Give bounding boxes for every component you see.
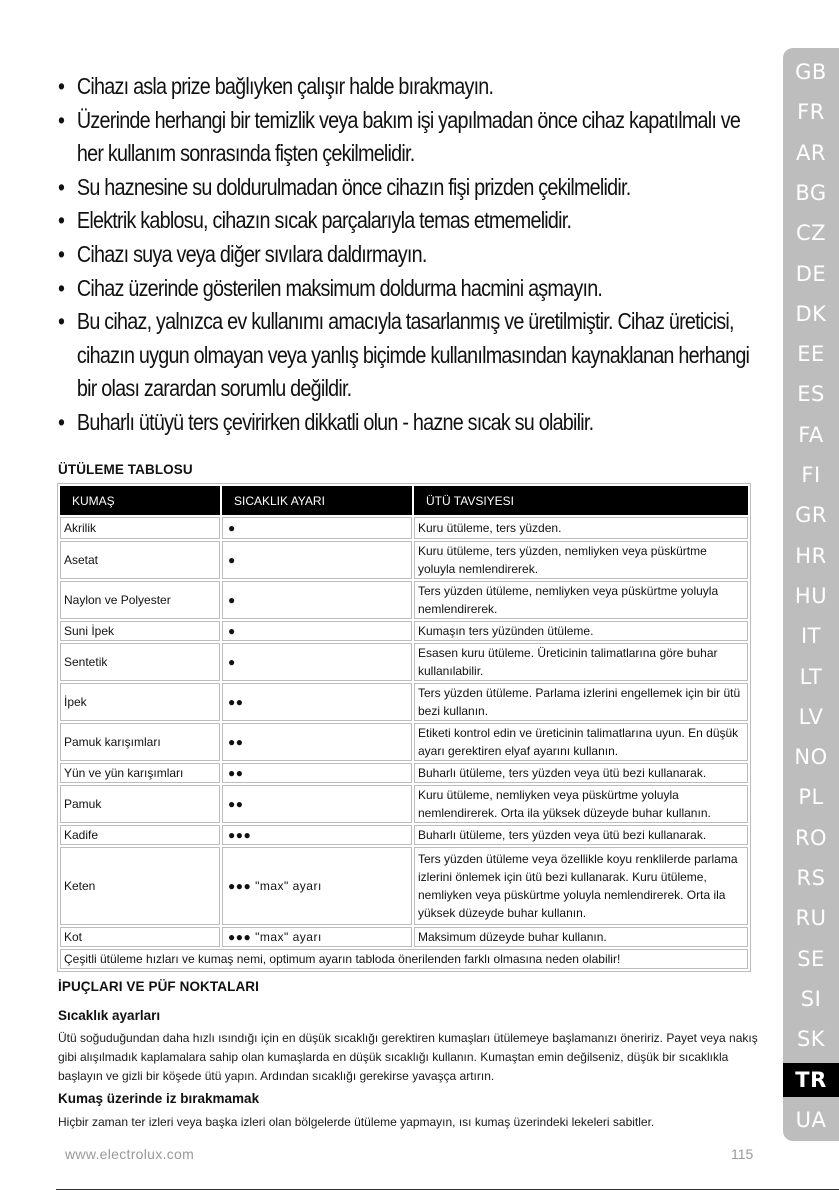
language-tab-dk[interactable]: DK <box>795 301 827 326</box>
fabric-cell: Akrilik <box>59 516 221 540</box>
safety-bullet: • Buharlı ütüyü ters çevirirken dikkatli olun - hazne sıcak su olabilir. <box>58 406 761 440</box>
heat-settings-text: Ütü soğuduğundan daha hızlı ısındığı için en düşük sıcaklığı gerektiren kumaşları ütülemeye başlamanızı öneririz. Payet veya nakış gibi alışılmadık kaplamalara sahip olan kumaşlarda en düşük sıcaklığı kullanın. Kumaştan emin değilseniz, düşük bir sıcaklıkla başlayın ve gizli bir köşede ütü yapın. Ardından sıcaklığı gerekirse yavaşça artırın. <box>58 1031 758 1083</box>
temperature-cell: ●●● "max" ayarı <box>221 846 413 926</box>
language-tab-hr[interactable]: HR <box>795 543 827 568</box>
fabric-cell: Sentetik <box>59 642 221 682</box>
fabric-cell: Kadife <box>59 824 221 846</box>
language-tab-es[interactable]: ES <box>797 382 825 407</box>
safety-bullet: • Elektrik kablosu, cihazın sıcak parçalarıyla temas etmemelidir. <box>58 204 761 238</box>
header-advice: ÜTÜ TAVSIYESI <box>413 485 749 516</box>
language-tab-no[interactable]: NO <box>794 745 828 770</box>
temperature-cell: ● <box>221 580 413 620</box>
language-tab-it[interactable]: IT <box>800 624 822 649</box>
language-tab-tr[interactable]: TR <box>783 1063 839 1097</box>
advice-cell: Maksimum düzeyde buhar kullanın. <box>413 926 749 948</box>
temperature-cell: ●●● <box>221 824 413 846</box>
table-row <box>59 516 749 540</box>
table-body <box>59 516 749 970</box>
table-row <box>59 620 749 642</box>
temperature-cell: ●●● "max" ayarı <box>221 926 413 948</box>
ironing-table-title: ÜTÜLEME TABLOSU <box>58 462 193 477</box>
language-tab-de[interactable]: DE <box>795 261 827 286</box>
fabric-cell: Yün ve yün karışımları <box>59 762 221 784</box>
fabric-cell: Asetat <box>59 540 221 580</box>
safety-bullet: • Cihazı asla prize bağlıyken çalışır halde bırakmayın. <box>58 70 761 104</box>
fabric-cell: İpek <box>59 682 221 722</box>
fabric-cell: Pamuk karışımları <box>59 722 221 762</box>
language-tab-rs[interactable]: RS <box>796 866 826 890</box>
temperature-cell: ●● <box>221 762 413 784</box>
safety-bullet: • Üzerinde herhangi bir temizlik veya bakım işi yapılmadan önce cihaz kapatılmalı ve her kullanım sonrasında fişten çekilmelidir. <box>58 104 761 171</box>
bullet-list <box>58 70 763 440</box>
temperature-cell: ●● <box>221 722 413 762</box>
table-row <box>59 784 749 824</box>
safety-bullet: • Cihaz üzerinde gösterilen maksimum doldurma hacmini aşmayın. <box>58 272 761 306</box>
table-header-row <box>59 485 749 516</box>
advice-cell: Kuru ütüleme, ters yüzden. <box>413 516 749 540</box>
footer-divider <box>56 1189 839 1190</box>
advice-cell: Ters yüzden ütüleme, nemliyken veya püskürtme yoluyla nemlendirerek. <box>413 580 749 620</box>
footer-url: www.electrolux.com <box>65 1146 195 1162</box>
advice-cell: Ters yüzden ütüleme. Parlama izlerini engellemek için bir ütü bezi kullanın. <box>413 682 749 722</box>
table-row <box>59 722 749 762</box>
language-tab-se[interactable]: SE <box>797 946 825 971</box>
language-tab-ua[interactable]: UA <box>795 1107 827 1132</box>
ironing-table <box>58 484 750 971</box>
table-row <box>59 824 749 846</box>
language-tab-gb[interactable]: GB <box>795 60 827 84</box>
advice-cell: Kumaşın ters yüzünden ütüleme. <box>413 620 749 642</box>
advice-cell: Ters yüzden ütüleme veya özellikle koyu renklilerde parlama izlerini önlemek için ütü bezi kullanarak. Kuru ütüleme, nemliyken veya püskürtme yoluyla nemlendirerek. Orta ila yüksek düzeyde buhar kullanın. <box>413 846 749 926</box>
heat-settings-title: Sıcaklık ayarları <box>58 1008 161 1023</box>
temperature-cell: ● <box>221 620 413 642</box>
advice-cell: Etiketi kontrol edin ve üreticinin talimatlarına uyun. En düşük ayarı gerektiren elyaf ayarını kullanın. <box>413 722 749 762</box>
table-row <box>59 540 749 580</box>
temperature-cell: ●● <box>221 784 413 824</box>
safety-bullet: • Su haznesine su doldurulmadan önce cihazın fişi prizden çekilmelidir. <box>58 171 761 205</box>
fabric-cell: Pamuk <box>59 784 221 824</box>
language-tab-fi[interactable]: FI <box>801 463 821 487</box>
table-row <box>59 642 749 682</box>
temperature-cell: ● <box>221 516 413 540</box>
advice-cell: Buharlı ütüleme, ters yüzden veya ütü bezi kullanarak. <box>413 762 749 784</box>
table-row <box>59 580 749 620</box>
tips-title: İPUÇLARI VE PÜF NOKTALARI <box>58 979 259 994</box>
language-tab-lt[interactable]: LT <box>799 664 823 689</box>
fabric-cell: Suni İpek <box>59 620 221 642</box>
advice-cell: Kuru ütüleme, nemliyken veya püskürtme yoluyla nemlendirerek. Orta ila yüksek düzeyde buhar kullanın. <box>413 784 749 824</box>
safety-bullet: • Cihazı suya veya diğer sıvılara daldırmayın. <box>58 238 761 272</box>
no-marks-text: Hiçbir zaman ter izleri veya başka izleri olan bölgelerde ütüleme yapmayın, ısı kumaş üzerindeki lekeleri sabitler. <box>58 1115 655 1129</box>
temperature-cell: ● <box>221 540 413 580</box>
language-tab-fa[interactable]: FA <box>798 422 824 447</box>
fabric-cell: Naylon ve Polyester <box>59 580 221 620</box>
language-tab-ro[interactable]: RO <box>794 825 828 850</box>
language-tab-gr[interactable]: GR <box>795 503 827 528</box>
language-tab-si[interactable]: SI <box>800 986 822 1011</box>
table-row <box>59 926 749 948</box>
table-row <box>59 762 749 784</box>
advice-cell: Buharlı ütüleme, ters yüzden veya ütü bezi kullanarak. <box>413 824 749 846</box>
language-tab-ar[interactable]: AR <box>796 140 826 165</box>
language-tab-bg[interactable]: BG <box>795 180 827 205</box>
language-tab-hu[interactable]: HU <box>794 583 828 608</box>
language-tab-lv[interactable]: LV <box>798 704 824 729</box>
language-tab-cz[interactable]: CZ <box>795 221 827 246</box>
language-tab-ru[interactable]: RU <box>795 906 827 931</box>
safety-bullets <box>58 70 763 440</box>
temperature-cell: ●● <box>221 682 413 722</box>
language-tab-pl[interactable]: PL <box>798 785 824 810</box>
language-tab-ee[interactable]: EE <box>797 342 825 367</box>
table-row <box>59 682 749 722</box>
language-tab-fr[interactable]: FR <box>797 100 825 125</box>
table-row <box>59 846 749 926</box>
header-temperature: SICAKLIK AYARI <box>221 485 413 516</box>
header-fabric: KUMAŞ <box>59 485 221 516</box>
table-note: Çeşitli ütüleme hızları ve kumaş nemi, optimum ayarın tabloda önerilenden farklı olmasına neden olabilir! <box>59 948 749 970</box>
language-tab-sk[interactable]: SK <box>796 1027 826 1052</box>
page-number: 115 <box>731 1146 754 1162</box>
safety-bullet: • Bu cihaz, yalnızca ev kullanımı amacıyla tasarlanmış ve üretilmiştir. Cihaz üreticisi, cihazın uygun olmayan veya yanlış biçimde kullanılmasından kaynaklanan herhangi bir olası zarardan sorumlu değildir. <box>58 305 761 406</box>
advice-cell: Esasen kuru ütüleme. Üreticinin talimatlarına göre buhar kullanılabilir. <box>413 642 749 682</box>
fabric-cell: Keten <box>59 846 221 926</box>
table-note-row <box>59 948 749 970</box>
no-marks-title: Kumaş üzerinde iz bırakmamak <box>58 1091 260 1106</box>
temperature-cell: ● <box>221 642 413 682</box>
fabric-cell: Kot <box>59 926 221 948</box>
advice-cell: Kuru ütüleme, ters yüzden, nemliyken veya püskürtme yoluyla nemlendirerek. <box>413 540 749 580</box>
